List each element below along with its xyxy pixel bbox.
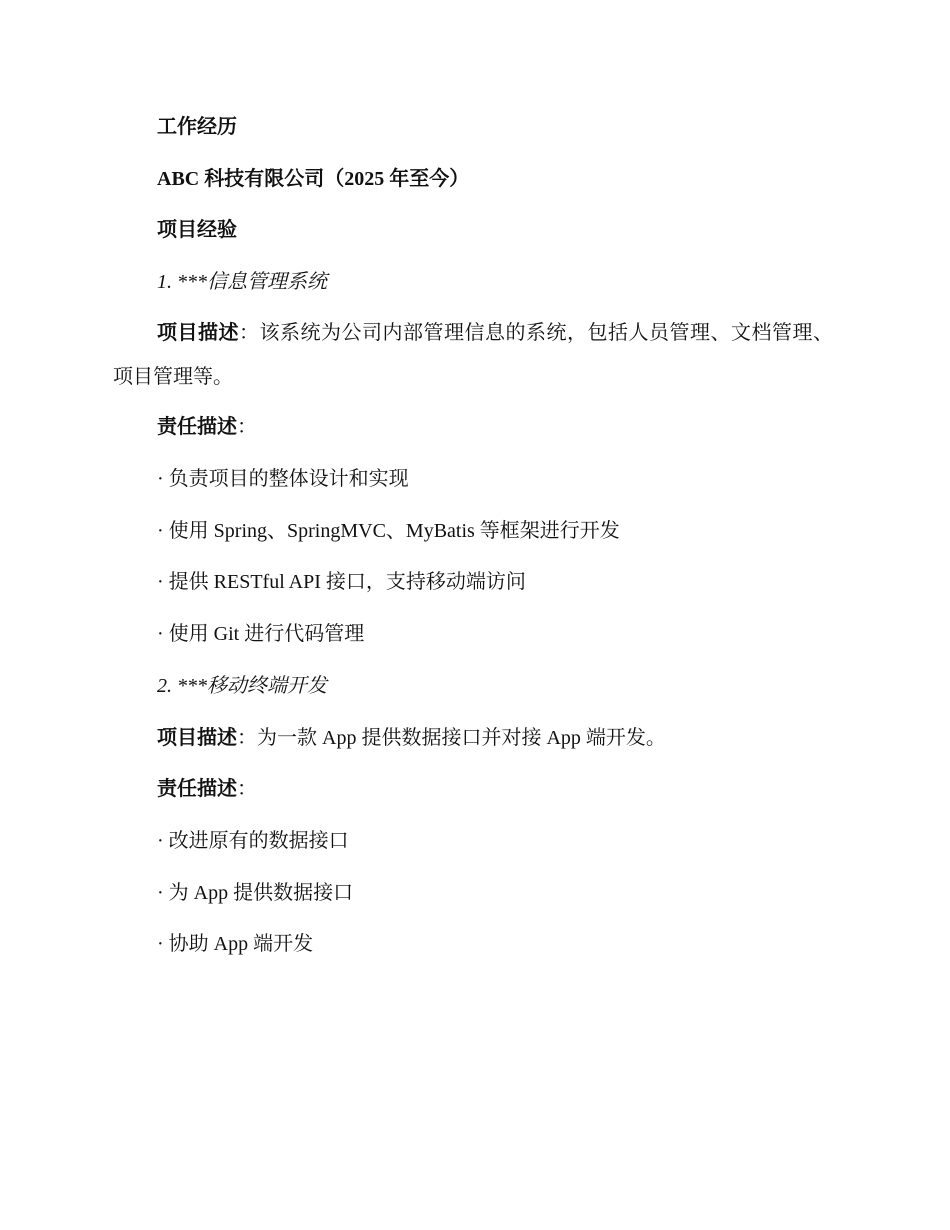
list-item: · 协助 App 端开发	[157, 933, 314, 955]
list-item: · 使用 Spring、SpringMVC、MyBatis 等框架进行开发	[157, 520, 620, 542]
project-2-description-label: 项目描述	[157, 727, 237, 749]
company-line: ABC 科技有限公司（2025 年至今）	[157, 168, 470, 190]
project-1-description-text: ：该系统为公司内部管理信息的系统，包括人员管理、文档管理、项目管理等。	[113, 322, 833, 388]
project-1-description	[113, 311, 833, 399]
project-2-title: 2. ***移动终端开发	[157, 675, 327, 697]
list-item: · 为 App 提供数据接口	[157, 882, 354, 904]
project-2-responsibility-colon: ：	[237, 778, 257, 800]
project-1-description-label: 项目描述	[157, 322, 239, 344]
project-2-description-text: ：为一款 App 提供数据接口并对接 App 端开发。	[237, 727, 666, 749]
project-1-responsibility-label: 责任描述	[157, 416, 237, 438]
project-1-responsibility-colon: ：	[237, 416, 257, 438]
project-2-responsibility-label: 责任描述	[157, 778, 237, 800]
work-experience-heading: 工作经历	[157, 116, 237, 138]
project-experience-heading: 项目经验	[157, 219, 237, 241]
list-item: · 负责项目的整体设计和实现	[157, 468, 409, 490]
list-item: · 提供 RESTful API 接口，支持移动端访问	[157, 571, 526, 593]
list-item: · 使用 Git 进行代码管理	[157, 623, 365, 645]
project-2-description	[157, 724, 666, 752]
project-1-responsibility-heading	[157, 413, 257, 441]
list-item: · 改进原有的数据接口	[157, 830, 349, 852]
project-1-title: 1. ***信息管理系统	[157, 271, 327, 293]
project-2-responsibility-heading	[157, 775, 257, 803]
